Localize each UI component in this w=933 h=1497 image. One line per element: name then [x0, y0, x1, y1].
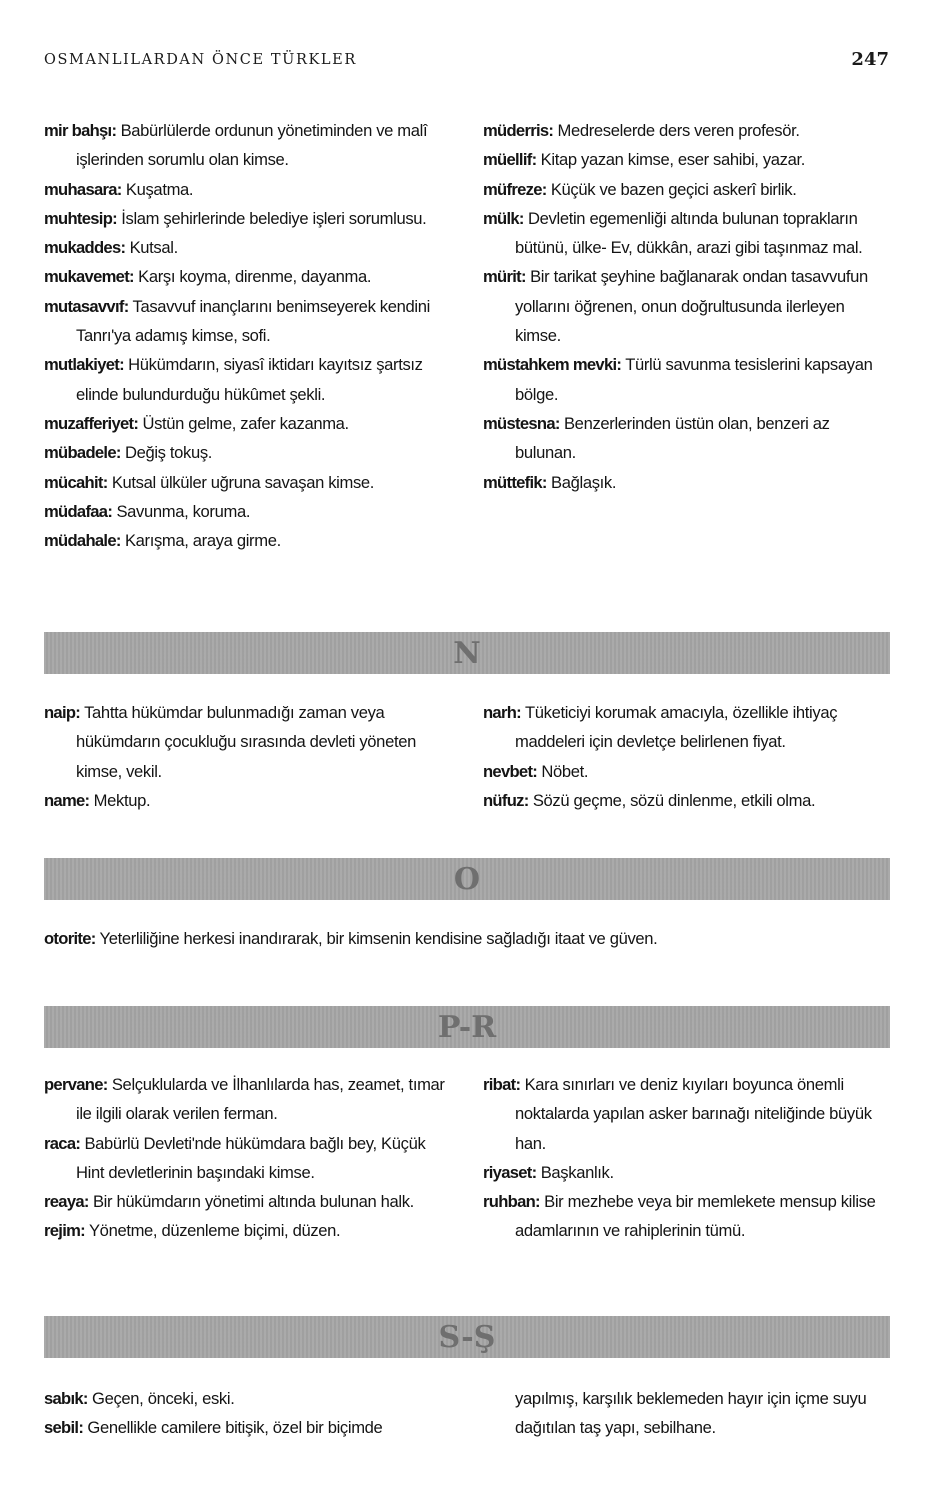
definition: Nöbet.	[541, 761, 589, 781]
term: mukavemet:	[44, 267, 134, 287]
term: muhtesip:	[44, 208, 117, 228]
definition: Karışma, araya girme.	[124, 531, 281, 551]
term: sabık:	[44, 1389, 88, 1408]
term: muhasara:	[44, 179, 122, 199]
definition: Tahtta hükümdar bulunmadığı zaman veya hükümdarın çocukluğu sırasında devleti yöneten kimse, vekil.	[76, 703, 416, 781]
glossary-entry	[483, 350, 891, 409]
section-letter: S-Ş	[438, 1319, 496, 1355]
term: mücahit:	[44, 472, 108, 492]
term: mürit:	[483, 267, 526, 287]
term: müstahkem mevki:	[483, 355, 622, 375]
term: mübadele:	[44, 443, 121, 463]
term: ruhban:	[483, 1192, 540, 1212]
definition: Karşı koyma, direnme, dayanma.	[138, 267, 372, 287]
definition: Bir tarikat şeyhine bağlanarak ondan tasavvufun yollarını öğrenen, onun doğrultusunda ilerleyen kimse.	[515, 267, 868, 346]
definition: Kuşatma.	[125, 179, 194, 199]
glossary-entry	[44, 1216, 454, 1245]
glossary-entry	[483, 698, 891, 757]
section-header-s-s	[44, 1316, 890, 1358]
term: pervane:	[44, 1075, 108, 1094]
glossary-entry	[483, 116, 891, 145]
term: narh:	[483, 703, 521, 722]
running-head	[44, 49, 889, 78]
definition: Savunma, koruma.	[116, 501, 251, 521]
glossary-entry	[44, 116, 454, 175]
term: müttefik:	[483, 472, 547, 492]
glossary-entry	[44, 262, 454, 291]
glossary-entry	[44, 786, 454, 815]
glossary-entry	[483, 204, 891, 263]
definition: Devletin egemenliği altında bulunan toprakların bütünü, ülke- Ev, dükkân, arazi gibi taşınmaz mal.	[515, 208, 863, 258]
glossary-entry	[483, 1158, 891, 1187]
definition: Kutsal ülküler uğruna savaşan kimse.	[111, 472, 375, 492]
definition: Sözü geçme, sözü dinlenme, etkili olma.	[532, 790, 816, 810]
glossary-entry	[44, 1070, 454, 1129]
term: name:	[44, 790, 90, 810]
definition: Tüketiciyi korumak amacıyla, özellikle ihtiyaç maddeleri için devletçe belirlenen fiyat.	[515, 703, 838, 752]
term: reaya:	[44, 1192, 89, 1212]
term: mutasavvıf:	[44, 296, 129, 316]
glossary-entry	[483, 145, 891, 174]
glossary-entry	[44, 204, 454, 233]
term: otorite:	[44, 929, 96, 948]
term: raca:	[44, 1133, 81, 1153]
section-letter: O	[453, 861, 481, 897]
glossary-entry	[44, 1187, 454, 1216]
glossary-entry	[483, 1187, 891, 1246]
section-header-o	[44, 858, 890, 900]
term: müstesna:	[483, 413, 560, 433]
glossary-entry	[44, 526, 454, 555]
p-r-left-column	[44, 1070, 454, 1246]
definition: Babürlülerde ordunun yönetiminden ve malî işlerinden sorumlu olan kimse.	[76, 121, 428, 170]
glossary-entry	[44, 698, 454, 786]
term: nevbet:	[483, 761, 538, 781]
m-left-column	[44, 116, 454, 555]
definition: Mektup.	[93, 790, 151, 810]
section-header-p-r	[44, 1006, 890, 1048]
term: müdahale:	[44, 531, 121, 551]
term: müderris:	[483, 121, 554, 140]
definition: Türlü savunma tesislerini kapsayan bölge.	[515, 355, 873, 404]
o-column	[44, 924, 890, 953]
book-title: OSMANLILARDAN ÖNCE TÜRKLER	[44, 52, 357, 68]
term: rejim:	[44, 1221, 85, 1241]
definition: Üstün gelme, zafer kazanma.	[142, 413, 349, 433]
definition: Yeterliliğine herkesi inandırarak, bir kimsenin kendisine sağladığı itaat ve güven.	[99, 929, 658, 948]
definition: Kara sınırları ve deniz kıyıları boyunca önemli noktalarda yapılan asker barınağı niteliğinde büyük han.	[515, 1075, 872, 1153]
definition: Bağlaşık.	[551, 472, 617, 492]
m-right-column	[483, 116, 891, 497]
glossary-entry	[44, 924, 890, 953]
glossary-entry	[44, 350, 454, 409]
section-letter: N	[453, 635, 481, 671]
s-s-right-column	[515, 1384, 891, 1443]
glossary-entry	[44, 233, 454, 262]
glossary-entry	[483, 175, 891, 204]
glossary-entry	[483, 1070, 891, 1158]
glossary-entry	[44, 438, 454, 467]
term: ribat:	[483, 1075, 521, 1094]
definition: İslam şehirlerinde belediye işleri sorumlusu.	[121, 208, 427, 228]
definition: Başkanlık.	[540, 1162, 614, 1182]
definition: Tasavvuf inançlarını benimseyerek kendini Tanrı'ya adamış kimse, sofi.	[76, 296, 430, 346]
term: naip:	[44, 703, 81, 722]
glossary-entry	[44, 1413, 454, 1442]
term: mir bahşı:	[44, 121, 117, 140]
term: mukaddes:	[44, 238, 126, 258]
glossary-entry	[44, 497, 454, 526]
section-letter: P-R	[437, 1009, 497, 1045]
glossary-entry	[483, 262, 891, 350]
glossary-entry	[44, 409, 454, 438]
n-right-column	[483, 698, 891, 815]
glossary-entry	[44, 175, 454, 204]
definition: Küçük ve bazen geçici askerî birlik.	[550, 179, 797, 199]
glossary-entry	[483, 409, 891, 468]
term: müellif:	[483, 150, 537, 170]
definition-continuation: yapılmış, karşılık beklemeden hayır için içme suyu dağıtılan taş yapı, sebilhane.	[515, 1389, 867, 1438]
term: müdafaa:	[44, 501, 113, 521]
definition: Değiş tokuş.	[124, 443, 213, 463]
n-left-column	[44, 698, 454, 815]
definition: Bir hükümdarın yönetimi altında bulunan halk.	[92, 1192, 414, 1212]
term: sebil:	[44, 1418, 84, 1438]
term: mutlakiyet:	[44, 355, 124, 375]
definition: Yönetme, düzenleme biçimi, düzen.	[88, 1221, 341, 1241]
term: nüfuz:	[483, 790, 529, 810]
term: mülk:	[483, 208, 524, 228]
definition: Kutsal.	[129, 238, 178, 258]
glossary-entry	[44, 1384, 454, 1413]
glossary-entry	[483, 757, 891, 786]
glossary-entry	[44, 468, 454, 497]
term: muzafferiyet:	[44, 413, 139, 433]
glossary-entry	[44, 1129, 454, 1188]
definition: Medreselerde ders veren profesör.	[557, 121, 800, 140]
definition: Bir mezhebe veya bir memlekete mensup kilise adamlarının ve rahiplerinin tümü.	[515, 1192, 876, 1241]
definition: Geçen, önceki, eski.	[92, 1389, 235, 1408]
term: riyaset:	[483, 1162, 537, 1182]
glossary-entry	[483, 468, 891, 497]
glossary-entry	[483, 786, 891, 815]
definition: Kitap yazan kimse, eser sahibi, yazar.	[540, 150, 805, 170]
s-s-left-column	[44, 1384, 454, 1443]
p-r-right-column	[483, 1070, 891, 1246]
definition: Hükümdarın, siyasî iktidarı kayıtsız şartsız elinde bulundurduğu hükûmet şekli.	[76, 355, 423, 404]
definition: Genellikle camilere bitişik, özel bir biçimde	[87, 1418, 383, 1438]
definition: Benzerlerinden üstün olan, benzeri az bulunan.	[515, 413, 830, 463]
term: müfreze:	[483, 179, 547, 199]
definition: Babürlü Devleti'nde hükümdara bağlı bey, Küçük Hint devletlerinin başındaki kimse.	[76, 1133, 426, 1182]
section-header-n	[44, 632, 890, 674]
glossary-entry	[44, 292, 454, 351]
page-number: 247	[851, 49, 889, 70]
definition: Selçuklularda ve İlhanlılarda has, zeamet, tımar ile ilgili olarak verilen ferman.	[76, 1075, 445, 1124]
